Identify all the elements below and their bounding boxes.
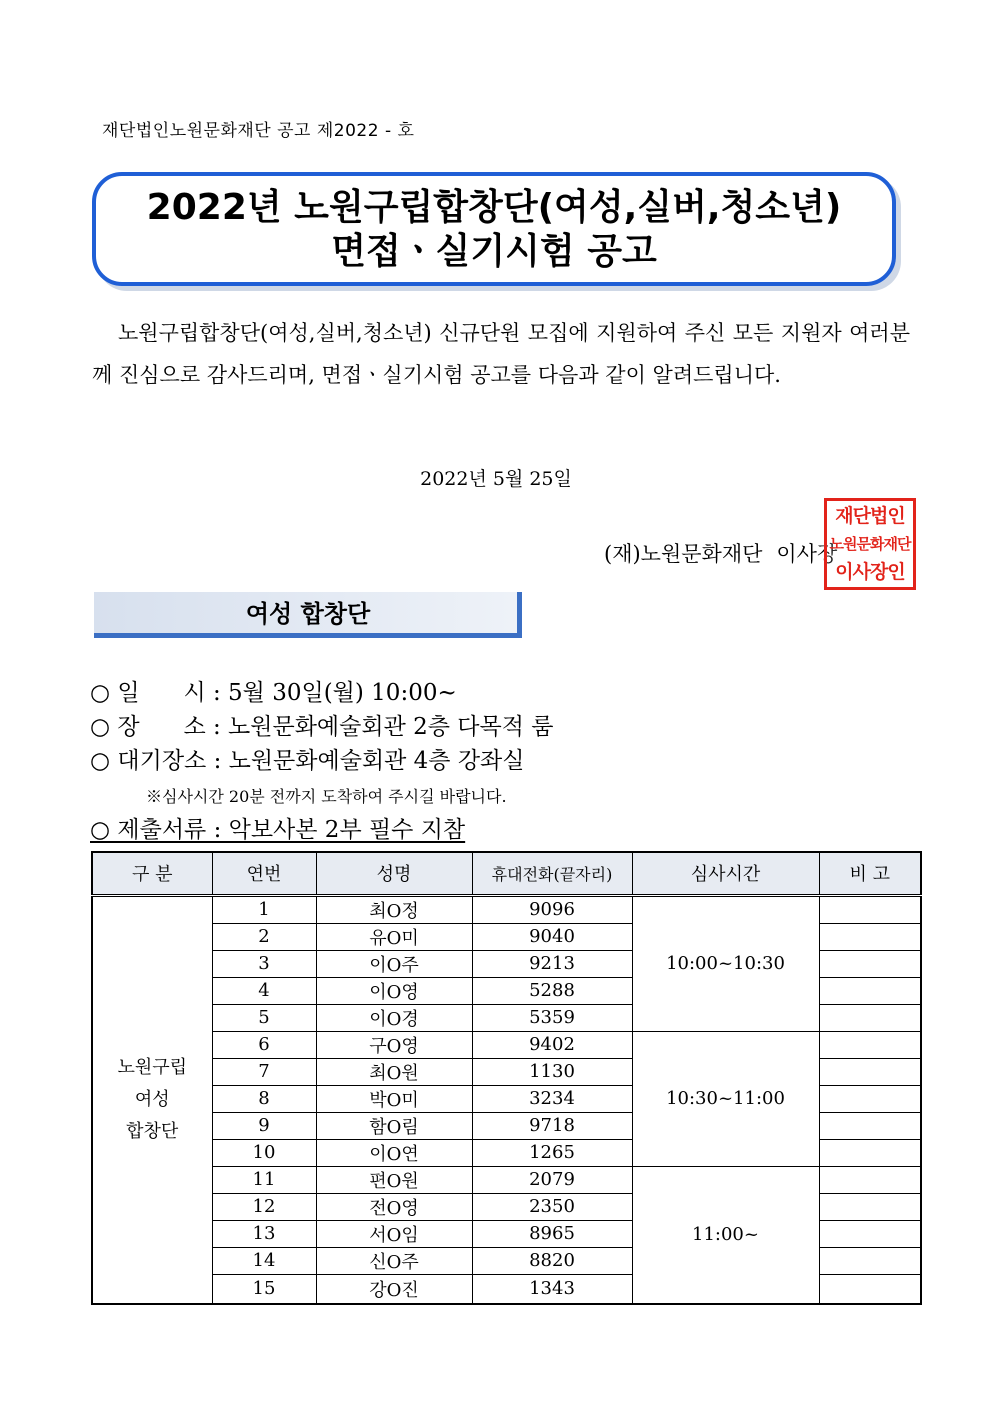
cell-phone: 9040 bbox=[472, 923, 632, 950]
cell-name: 이O영 bbox=[316, 977, 472, 1004]
header-name: 성명 bbox=[316, 852, 472, 895]
seal-line-2: 노원문화재단 bbox=[829, 535, 911, 553]
cell-time-slot: 11:00~ bbox=[632, 1166, 819, 1304]
cell-name: 이O연 bbox=[316, 1139, 472, 1166]
cell-number: 13 bbox=[212, 1220, 316, 1247]
header-number: 연번 bbox=[212, 852, 316, 895]
table-row bbox=[92, 1031, 921, 1058]
cell-name: 박O미 bbox=[316, 1085, 472, 1112]
cell-number: 11 bbox=[212, 1166, 316, 1193]
cell-time-slot: 10:00~10:30 bbox=[632, 895, 819, 1031]
notice-number: 재단법인노원문화재단 공고 제2022 - 호 bbox=[102, 121, 415, 141]
group-line-2: 여성 bbox=[134, 1088, 170, 1110]
cell-number: 5 bbox=[212, 1004, 316, 1031]
table-row bbox=[92, 895, 921, 923]
cell-note bbox=[819, 1247, 921, 1274]
issuer-title: 이사장 bbox=[776, 542, 838, 566]
info-waiting-room: ○ 대기장소 : 노원문화예술회관 4층 강좌실 bbox=[90, 748, 525, 774]
cell-number: 4 bbox=[212, 977, 316, 1004]
cell-note bbox=[819, 1112, 921, 1139]
cell-phone: 1265 bbox=[472, 1139, 632, 1166]
cell-note bbox=[819, 977, 921, 1004]
cell-phone: 9096 bbox=[472, 895, 632, 923]
official-seal bbox=[824, 498, 916, 590]
seal-line-1: 재단법인 bbox=[835, 505, 905, 527]
cell-phone: 1343 bbox=[472, 1274, 632, 1304]
cell-number: 6 bbox=[212, 1031, 316, 1058]
cell-name: 함O림 bbox=[316, 1112, 472, 1139]
cell-number: 15 bbox=[212, 1274, 316, 1304]
seal-line-3: 이사장인 bbox=[835, 561, 905, 583]
title-box bbox=[92, 172, 896, 286]
intro-text: 노원구립합창단(여성,실버,청소년) 신규단원 모집에 지원하여 주신 모든 지원자 여러분께 진심으로 감사드리며, 면접ㆍ실기시험 공고를 다음과 같이 알려드립니다. bbox=[92, 321, 910, 387]
header-note: 비 고 bbox=[819, 852, 921, 895]
cell-number: 8 bbox=[212, 1085, 316, 1112]
table-row bbox=[92, 1166, 921, 1193]
cell-phone: 3234 bbox=[472, 1085, 632, 1112]
cell-note bbox=[819, 1139, 921, 1166]
cell-name: 이O경 bbox=[316, 1004, 472, 1031]
cell-note bbox=[819, 1193, 921, 1220]
cell-note bbox=[819, 895, 921, 923]
cell-note bbox=[819, 1058, 921, 1085]
info-documents: ○ 제출서류 : 악보사본 2부 필수 지참 bbox=[90, 817, 466, 843]
group-cell bbox=[92, 895, 212, 1304]
cell-number: 1 bbox=[212, 895, 316, 923]
cell-number: 14 bbox=[212, 1247, 316, 1274]
cell-note bbox=[819, 1004, 921, 1031]
cell-name: 이O주 bbox=[316, 950, 472, 977]
title-line-2: 면접ㆍ실기시험 공고 bbox=[331, 231, 657, 272]
issuer-org: (재)노원문화재단 bbox=[604, 542, 763, 566]
cell-number: 2 bbox=[212, 923, 316, 950]
cell-number: 3 bbox=[212, 950, 316, 977]
table-header-row bbox=[92, 852, 921, 895]
cell-note bbox=[819, 1166, 921, 1193]
cell-note bbox=[819, 1220, 921, 1247]
cell-phone: 9402 bbox=[472, 1031, 632, 1058]
cell-name: 서O임 bbox=[316, 1220, 472, 1247]
cell-note bbox=[819, 1031, 921, 1058]
group-line-3: 합창단 bbox=[126, 1120, 179, 1142]
cell-phone: 9213 bbox=[472, 950, 632, 977]
cell-name: 구O영 bbox=[316, 1031, 472, 1058]
section-title: 여성 합창단 bbox=[245, 600, 371, 628]
cell-number: 10 bbox=[212, 1139, 316, 1166]
cell-phone: 5359 bbox=[472, 1004, 632, 1031]
cell-phone: 9718 bbox=[472, 1112, 632, 1139]
cell-phone: 1130 bbox=[472, 1058, 632, 1085]
info-datetime: ○ 일 시 : 5월 30일(월) 10:00~ bbox=[90, 680, 457, 706]
cell-time-slot: 10:30~11:00 bbox=[632, 1031, 819, 1166]
cell-name: 유O미 bbox=[316, 923, 472, 950]
info-place: ○ 장 소 : 노원문화예술회관 2층 다목적 룸 bbox=[90, 714, 554, 740]
cell-note bbox=[819, 1274, 921, 1304]
cell-name: 편O원 bbox=[316, 1166, 472, 1193]
cell-name: 최O정 bbox=[316, 895, 472, 923]
notice-date: 2022년 5월 25일 bbox=[420, 468, 572, 490]
cell-phone: 2350 bbox=[472, 1193, 632, 1220]
cell-number: 7 bbox=[212, 1058, 316, 1085]
cell-phone: 8965 bbox=[472, 1220, 632, 1247]
cell-number: 12 bbox=[212, 1193, 316, 1220]
cell-note bbox=[819, 950, 921, 977]
intro-paragraph bbox=[92, 312, 910, 396]
cell-name: 강O진 bbox=[316, 1274, 472, 1304]
roster-table bbox=[91, 851, 922, 1305]
cell-note bbox=[819, 923, 921, 950]
cell-name: 최O원 bbox=[316, 1058, 472, 1085]
cell-number: 9 bbox=[212, 1112, 316, 1139]
issuer bbox=[604, 538, 837, 568]
cell-phone: 2079 bbox=[472, 1166, 632, 1193]
cell-phone: 8820 bbox=[472, 1247, 632, 1274]
header-phone: 휴대전화(끝자리) bbox=[472, 852, 632, 895]
header-category: 구 분 bbox=[92, 852, 212, 895]
cell-name: 신O주 bbox=[316, 1247, 472, 1274]
cell-note bbox=[819, 1085, 921, 1112]
group-line-1: 노원구립 bbox=[117, 1056, 188, 1078]
header-time: 심사시간 bbox=[632, 852, 819, 895]
cell-phone: 5288 bbox=[472, 977, 632, 1004]
cell-name: 전O영 bbox=[316, 1193, 472, 1220]
title-line-1: 2022년 노원구립합창단(여성,실버,청소년) bbox=[146, 187, 842, 228]
info-note: ※심사시간 20분 전까지 도착하여 주시길 바랍니다. bbox=[146, 787, 507, 806]
